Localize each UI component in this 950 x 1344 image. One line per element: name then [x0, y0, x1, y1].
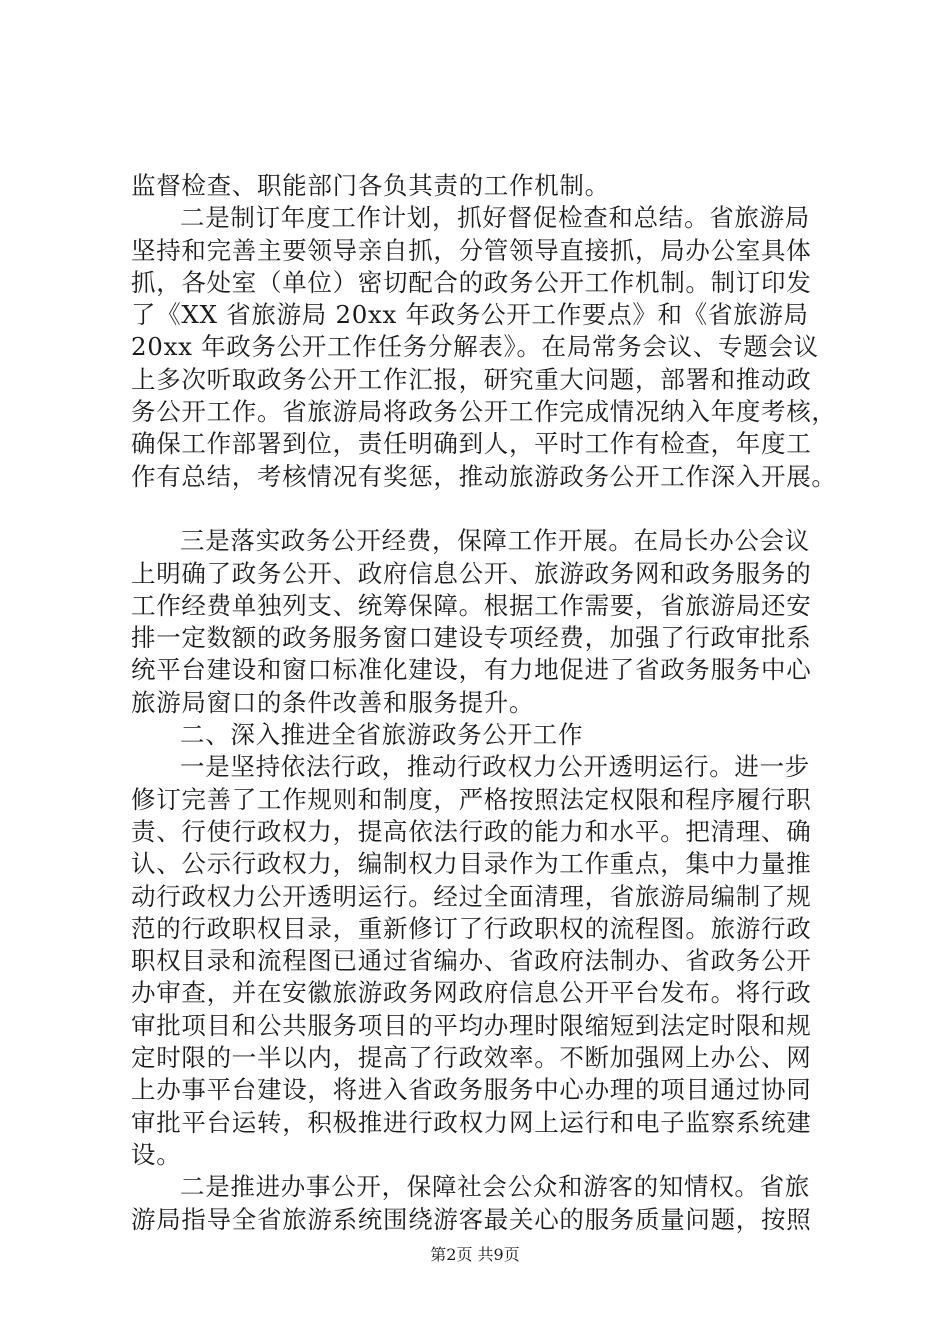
paragraph-start-line: 二是推进办事公开，保障社会公众和游客的知情权。省旅: [180, 1172, 810, 1202]
text-line: 上多次听取政务公开工作汇报，研究重大问题，部署和推动政: [131, 364, 812, 394]
text-line: 认、公示行政权力，编制权力目录作为工作重点，集中力量推: [131, 849, 812, 879]
text-line: 作有总结，考核情况有奖惩，推动旅游政务公开工作深入开展。: [131, 461, 837, 491]
text-line: 设。: [131, 1139, 182, 1169]
paragraph-start-line: 一是坚持依法行政，推动行政权力公开透明运行。进一步: [180, 752, 810, 782]
text-line: 职权目录和流程图已通过省编办、省政府法制办、省政务公开: [131, 946, 812, 976]
text-line: 定时限的一半以内，提高了行政效率。不断加强网上办公、网: [131, 1043, 812, 1073]
text-line: 修订完善了工作规则和制度，严格按照法定权限和程序履行职: [131, 784, 812, 814]
text-line: 监督检查、职能部门各负其责的工作机制。: [131, 171, 610, 200]
text-line: 上明确了政务公开、政府信息公开、旅游政务网和政务服务的: [131, 558, 812, 588]
text-line: 责、行使行政权力，提高依法行政的能力和水平。把清理、确: [131, 816, 812, 846]
text-line: 办审查，并在安徽旅游政务网政府信息公开平台发布。将行政: [131, 978, 812, 1008]
text-line: 坚持和完善主要领导亲自抓，分管领导直接抓，局办公室具体: [131, 235, 812, 265]
page-footer: 第2页 共9页: [430, 1245, 520, 1264]
text-line: 抓，各处室（单位）密切配合的政务公开工作机制。制订印发: [131, 267, 812, 297]
section-heading: 二、深入推进全省旅游政务公开工作: [180, 720, 584, 750]
text-line: 游局指导全省旅游系统围绕游客最关心的服务质量问题，按照: [131, 1204, 812, 1234]
text-line: 务公开工作。省旅游局将政务公开工作完成情况纳入年度考核，: [131, 397, 837, 427]
text-line: 统平台建设和窗口标准化建设，有力地促进了省政务服务中心: [131, 655, 812, 685]
text-line: 工作经费单独列支、统筹保障。根据工作需要，省旅游局还安: [131, 590, 812, 620]
text-line: 20xx 年政务公开工作任务分解表》。在局常务会议、专题会议: [131, 332, 819, 362]
blank-line: [131, 493, 851, 525]
text-line: 范的行政职权目录，重新修订了行政职权的流程图。旅游行政: [131, 913, 812, 943]
text-line: 排一定数额的政务服务窗口建设专项经费，加强了行政审批系: [131, 623, 812, 653]
text-line: 了《XX 省旅游局 20xx 年政务公开工作要点》和《省旅游局: [131, 300, 809, 330]
text-line: 审批平台运转，积极推进行政权力网上运行和电子监察系统建: [131, 1107, 812, 1137]
text-line: 上办事平台建设，将进入省政务服务中心办理的项目通过协同: [131, 1075, 812, 1105]
text-line: 旅游局窗口的条件改善和服务提升。: [131, 687, 535, 717]
text-line: 审批项目和公共服务项目的平均办理时限缩短到法定时限和规: [131, 1010, 812, 1040]
text-line: 确保工作部署到位，责任明确到人，平时工作有检查，年度工: [131, 429, 812, 459]
text-line: 动行政权力公开透明运行。经过全面清理，省旅游局编制了规: [131, 881, 812, 911]
paragraph-start-line: 三是落实政务公开经费，保障工作开展。在局长办公会议: [180, 526, 810, 556]
document-body: [131, 170, 851, 1236]
paragraph-start-line: 二是制订年度工作计划，抓好督促检查和总结。省旅游局: [180, 203, 810, 233]
